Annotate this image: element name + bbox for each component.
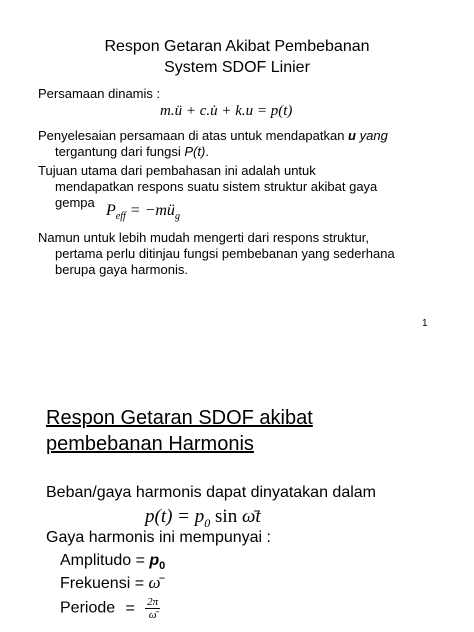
beban-text: Beban/gaya harmonis dapat dinyatakan dalam <box>46 484 376 501</box>
peff-sub: eff <box>115 211 126 223</box>
eq-sub: 0 <box>204 515 211 530</box>
persamaan-label: Persamaan dinamis : <box>38 86 161 101</box>
slide2-title-line1: Respon Getaran SDOF akibat <box>46 407 313 429</box>
peff-p: P <box>106 202 116 219</box>
eq-lhs: p(t) = p <box>145 506 205 527</box>
namun-line2: pertama perlu ditinjau fungsi pembebanan yang sederhana <box>55 246 395 261</box>
periode-row <box>60 596 160 621</box>
namun-line3: berupa gaya harmonis. <box>55 262 188 277</box>
eq-sin: sin <box>210 506 242 527</box>
periode-denominator: ω̄ <box>148 609 157 621</box>
namun-line1: Namun untuk lebih mudah mengerti dari respons struktur, <box>38 230 369 245</box>
tujuan-line1: Tujuan utama dari pembahasan ini adalah untuk <box>38 163 316 178</box>
frekuensi-row <box>60 573 161 594</box>
periode-numerator: 2π <box>147 596 159 608</box>
tujuan-line2: mendapatkan respons suatu sistem struktur akibat gaya <box>55 179 378 194</box>
slide1-title-line1: Respon Getaran Akibat Pembebanan <box>104 38 370 55</box>
penyelesaian-pt: P(t) <box>184 144 206 159</box>
eq-omega-t: ω̄t <box>241 506 261 527</box>
amplitudo-p: p <box>149 552 160 569</box>
dynamic-equation: m.ü + c.u̇ + k.u = p(t) <box>160 103 293 119</box>
peff-g: g <box>174 211 180 223</box>
penyelesaian-line2-text: tergantung dari fungsi <box>55 144 185 159</box>
periode-equals: = <box>125 599 135 617</box>
slide1-title-line2: System SDOF Linier <box>164 59 310 76</box>
slide-2 <box>0 340 474 632</box>
peff-equation <box>106 202 180 222</box>
periode-fraction <box>145 596 160 621</box>
penyelesaian-yang: yang <box>356 128 388 143</box>
tujuan-line3: gempa <box>55 195 95 210</box>
periode-label: Periode <box>60 599 116 617</box>
amplitudo-sub: 0 <box>159 560 166 573</box>
gaya-text: Gaya harmonis ini mempunyai : <box>46 529 271 546</box>
frekuensi-label: Frekuensi = <box>60 575 149 592</box>
amplitudo-label: Amplitudo = <box>60 552 150 569</box>
slide2-title-line2: pembebanan Harmonis <box>46 433 254 455</box>
peff-rhs: = −mü <box>125 202 175 219</box>
penyelesaian-line2 <box>55 144 209 160</box>
penyelesaian-end: . <box>205 144 209 159</box>
penyelesaian-line1 <box>38 128 388 144</box>
penyelesaian-text: Penyelesaian persamaan di atas untuk mendapatkan <box>38 128 349 143</box>
page-number: 1 <box>422 318 428 329</box>
frekuensi-value: ω̄ <box>148 573 161 592</box>
penyelesaian-u: u <box>348 128 356 143</box>
